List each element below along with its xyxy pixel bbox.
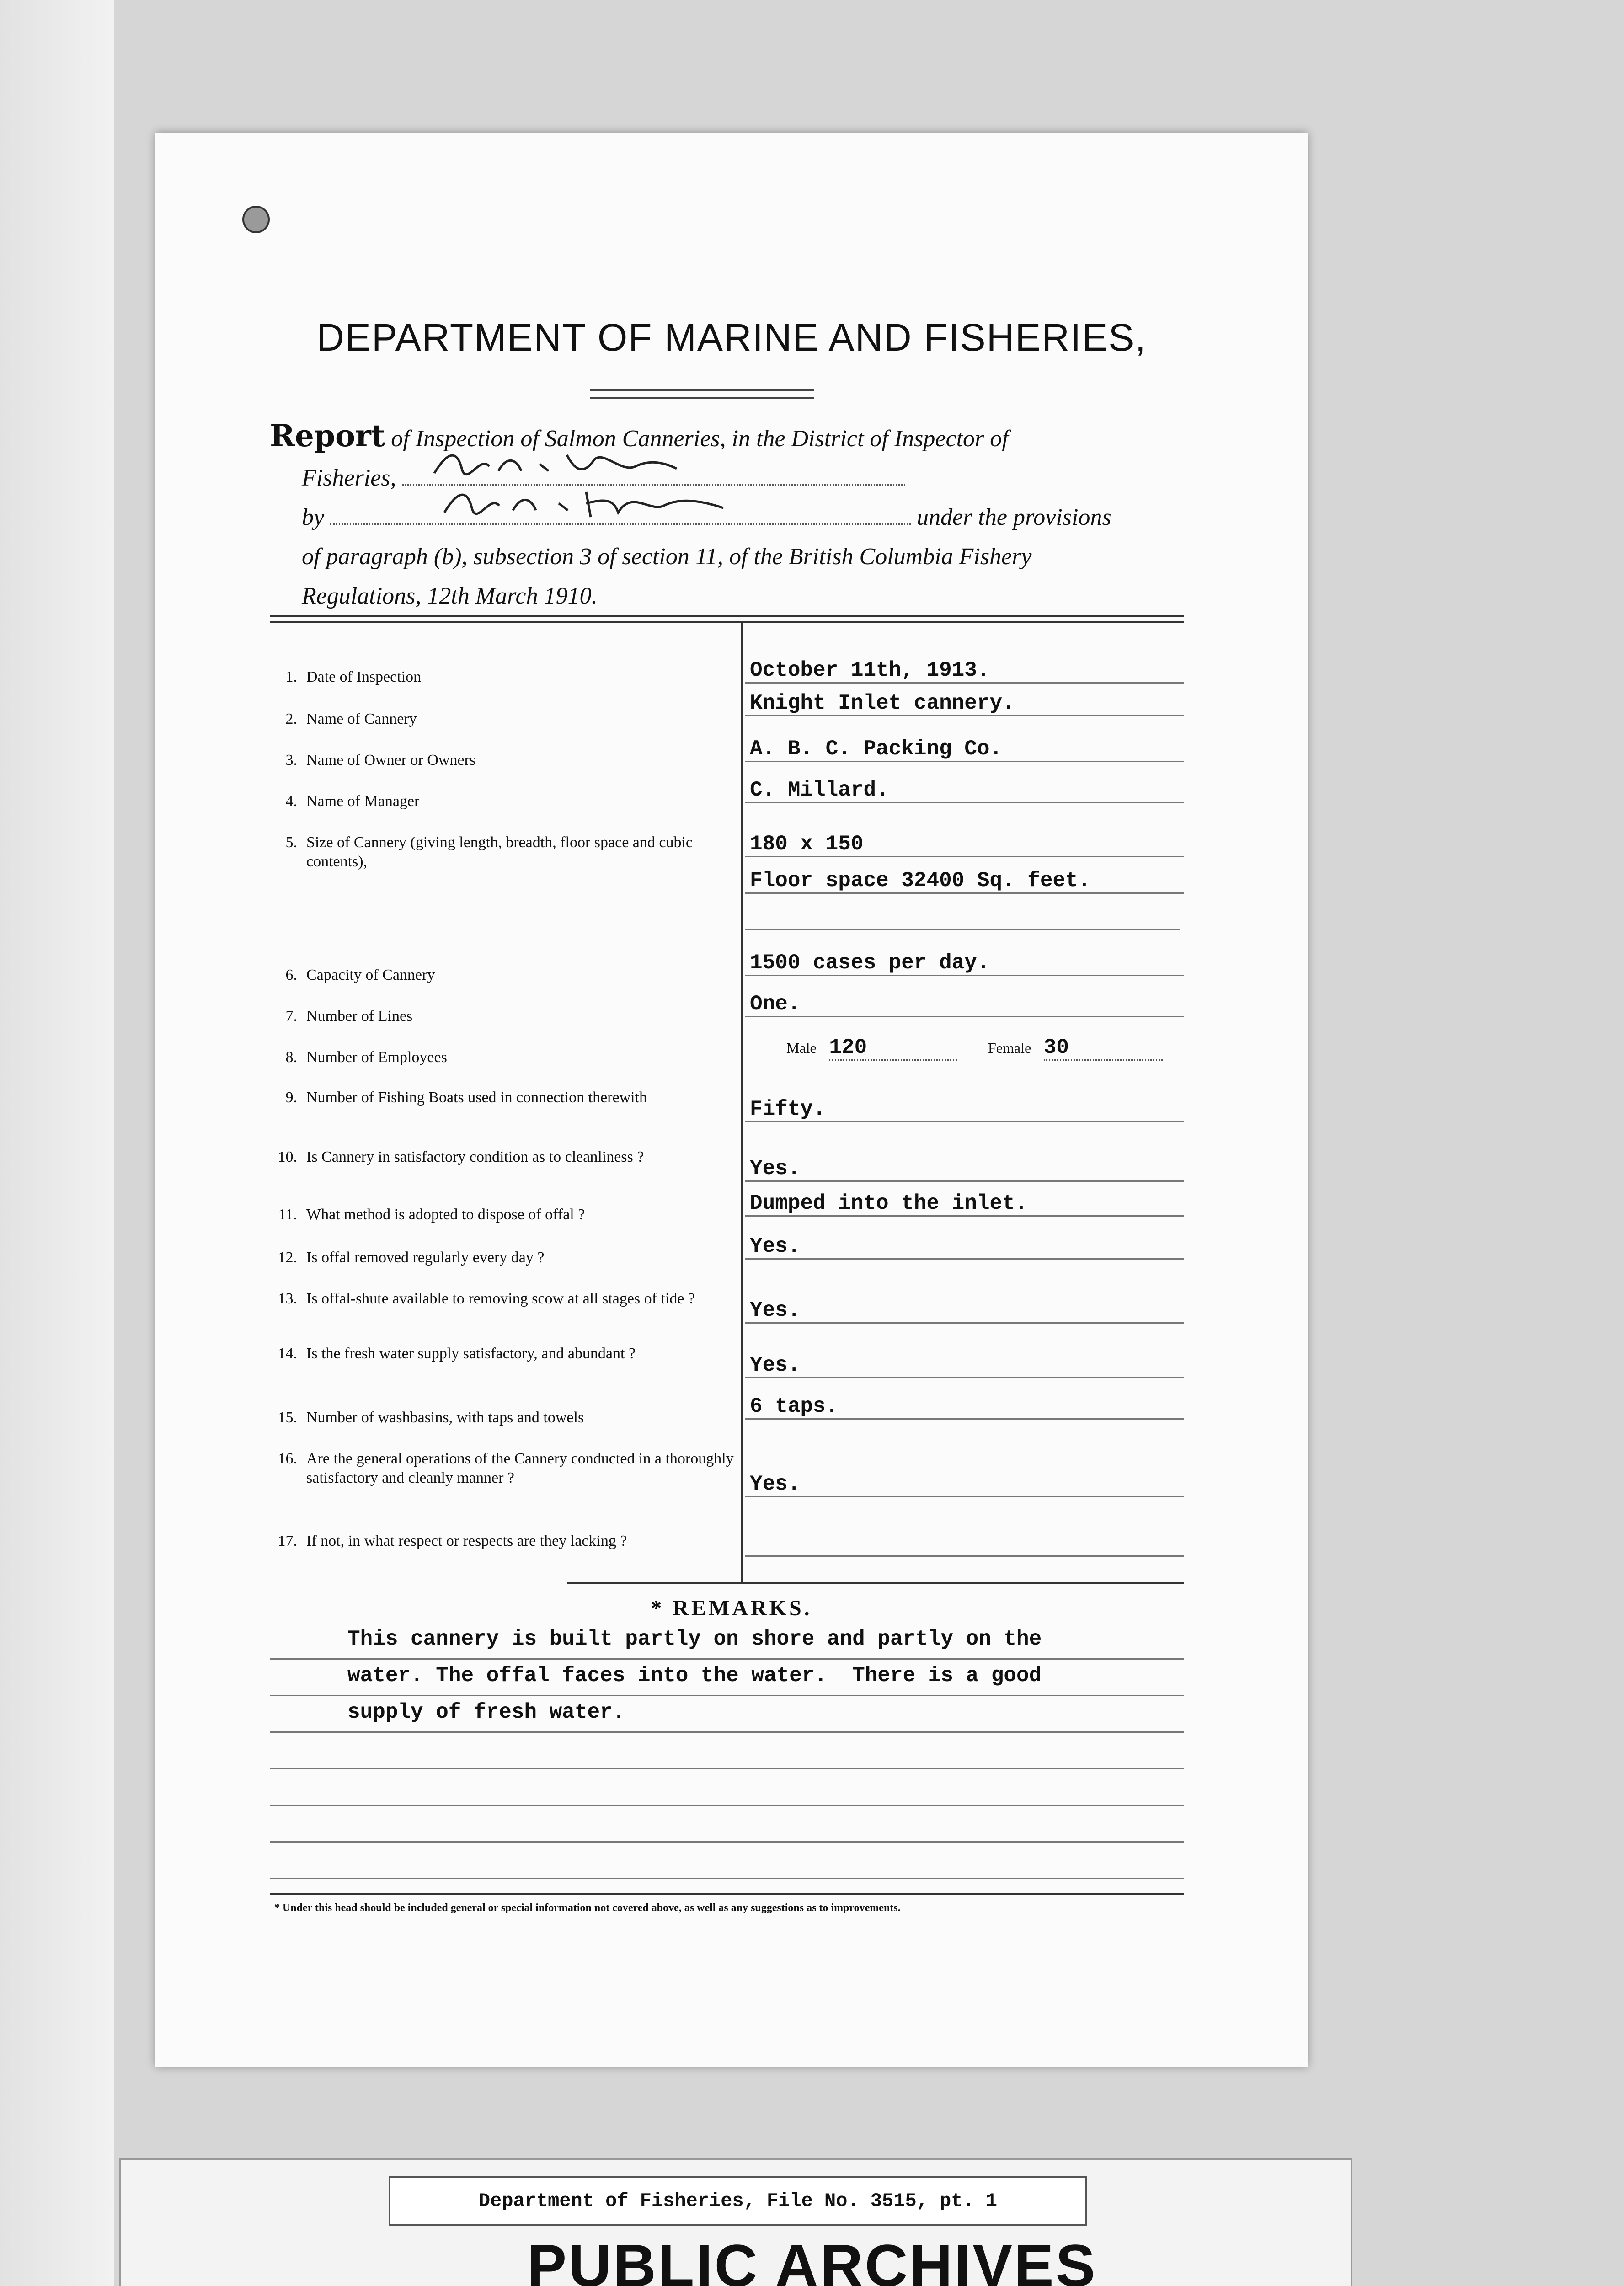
inspector-name-signature xyxy=(440,485,732,522)
department-heading: DEPARTMENT OF MARINE AND FISHERIES, xyxy=(316,316,1147,359)
answer-owner: A. B. C. Packing Co. xyxy=(745,737,1184,762)
intro-line-1: of Inspection of Salmon Canneries, in the District of Inspector of xyxy=(391,426,1009,452)
footnote: * Under this head should be included general or special information not covered above, as well as any suggestions as to improvements. xyxy=(274,1902,901,1914)
answer-boats: Fifty. xyxy=(745,1097,1184,1122)
heading-rule xyxy=(590,397,814,399)
inspector-signature-line xyxy=(402,466,905,486)
report-intro xyxy=(270,416,1294,616)
remarks-line-blank xyxy=(270,1843,1184,1879)
remarks-line: This cannery is built partly on shore and partly on the xyxy=(270,1623,1184,1660)
remarks-bottom-rule xyxy=(270,1893,1184,1895)
remarks-line-blank xyxy=(270,1806,1184,1843)
heading-rule xyxy=(590,389,814,391)
answer-lines: One. xyxy=(745,992,1184,1017)
remarks-line-blank xyxy=(270,1733,1184,1769)
inspector-name-line xyxy=(330,505,911,525)
remarks-line: water. The offal faces into the water. There is a good xyxy=(270,1660,1184,1696)
intro-by: by xyxy=(302,504,325,530)
report-form: DEPARTMENT OF MARINE AND FISHERIES, Report of Inspection of Salmon Canneries, in the District of Inspector of Fisheries, by under the provisions of paragraph (b), subsection 3 of section 11, of the British Columbia Fishery Regulations, 12th March 1910. 1. Date of Inspection October 11th, 1913. 2. Name of Cannery Knight Inlet cannery. 3. Name of Owner or Owners A. B. C. Packing Co. 4. Name of Manager C. Millard. 5. Size of Cannery (giving length, breadth, floor space and cubic contents), 180 x 150 Floor space 32400 Sq. feet. 6. Capacity of Cannery 1500 cases per day. 7. Number of Lines One. 8. Number of Employees Male 120 Female 30 9. Number of Fishing Boats used in connection therewith Fifty. 10. Is Cannery in satisfactory condition as to cleanliness ? Yes. 11. What method is adopted to dispose of offal ? Dumped into the inlet. 12. Is offal removed regularly every day ? Yes. 13. Is offal-shute available to removing scow at all stages of tide ? Yes. 14. Is the fresh water supply satisfactory, and abundant ? Yes. 15. Number of washbasins, with taps and towels 6 taps. 16. Are the general operations of the Cannery conducted in a thoroughly satisfactory and cleanly manner ? Yes. 17. If not, in what respect or respects are they lacking ? * REMARKS. This cannery is built partly on shore and partly on the water. The offal faces into the water. There is a good supply of fresh water. * Under this head should be included general or special information not covered above, as well as any suggestions as to improvements. xyxy=(155,133,1308,2067)
answer-washbasins: 6 taps. xyxy=(745,1394,1184,1420)
punch-hole xyxy=(242,206,270,233)
intro-line-3: Regulations, 12th March 1910. xyxy=(302,583,598,609)
answer-offal-shute: Yes. xyxy=(745,1298,1184,1324)
scan-background xyxy=(0,0,114,2286)
answer-manager: C. Millard. xyxy=(745,778,1184,803)
answer-floor-space: Floor space 32400 Sq. feet. xyxy=(745,869,1184,894)
remarks-title: * REMARKS. xyxy=(651,1596,812,1620)
answer-employees: Male 120 Female 30 xyxy=(745,1036,1184,1059)
remarks-line-blank xyxy=(270,1769,1184,1806)
answer-offal-daily: Yes. xyxy=(745,1234,1184,1260)
archive-line-1: PUBLIC ARCHIVES xyxy=(527,2232,1097,2286)
answer-lacking xyxy=(745,1532,1184,1557)
column-divider xyxy=(741,622,743,1582)
report-word: Report xyxy=(270,418,385,454)
female-count: 30 xyxy=(1044,1036,1163,1061)
intro-provisions: under the provisions xyxy=(917,504,1111,530)
table-bottom-rule xyxy=(567,1582,1184,1584)
remarks-line: supply of fresh water. xyxy=(270,1696,1184,1733)
table-top-rule xyxy=(270,621,1184,623)
answer-cannery-name: Knight Inlet cannery. xyxy=(745,691,1184,716)
intro-line-2: of paragraph (b), subsection 3 of section 11, of the British Columbia Fishery xyxy=(302,544,1032,570)
table-top-rule xyxy=(270,615,1184,617)
answer-cleanliness: Yes. xyxy=(745,1157,1184,1182)
answer-fresh-water: Yes. xyxy=(745,1353,1184,1378)
answer-operations: Yes. xyxy=(745,1472,1184,1497)
answer-capacity: 1500 cases per day. xyxy=(745,951,1184,976)
intro-fisheries: Fisheries, xyxy=(302,465,396,491)
male-count: 120 xyxy=(829,1036,957,1061)
answer-size: 180 x 150 xyxy=(745,832,1184,857)
file-label: Department of Fisheries, File No. 3515, pt. 1 xyxy=(389,2176,1087,2226)
answer-date: October 11th, 1913. xyxy=(745,658,1184,684)
answer-offal-method: Dumped into the inlet. xyxy=(745,1191,1184,1217)
inspector-signature xyxy=(430,446,686,482)
answer-blank-line xyxy=(745,905,1180,930)
